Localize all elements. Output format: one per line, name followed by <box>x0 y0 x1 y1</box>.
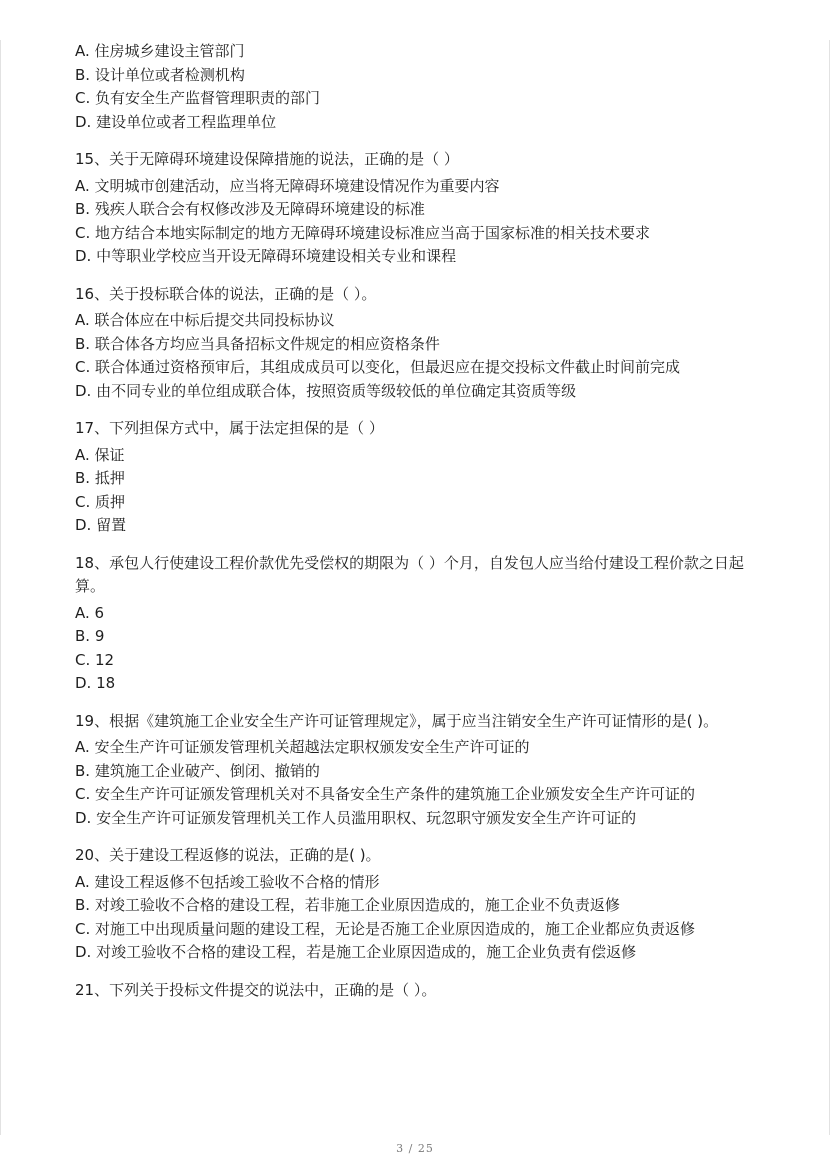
question-16 <box>75 283 765 404</box>
option-b: B. 9 <box>75 627 105 645</box>
question-text: 17、下列担保方式中，属于法定担保的是（ ） <box>75 419 384 437</box>
option-a: A. 安全生产许可证颁发管理机关超越法定职权颁发安全生产许可证的 <box>75 738 530 756</box>
option-d: D. 由不同专业的单位组成联合体，按照资质等级较低的单位确定其资质等级 <box>75 381 577 400</box>
question-text: 21、下列关于投标文件提交的说法中，正确的是（ ）。 <box>75 980 437 999</box>
question-text: 19、根据《建筑施工企业安全生产许可证管理规定》，属于应当注销安全生产许可证情形的是( )。 <box>75 711 719 730</box>
option-a: A. 建设工程返修不包括竣工验收不合格的情形 <box>75 872 380 891</box>
option-c: C. 地方结合本地实际制定的地方无障碍环境建设标准应当高于国家标准的相关技术要求 <box>75 223 651 242</box>
option-c: C. 安全生产许可证颁发管理机关对不具备安全生产条件的建筑施工企业颁发安全生产许可证的 <box>75 785 696 803</box>
question-19 <box>75 710 765 831</box>
page-number: 3 / 25 <box>396 1142 434 1155</box>
option-b: B. 联合体各方均应当具备招标文件规定的相应资格条件 <box>75 334 440 353</box>
option-c: C. 负有安全生产监督管理职责的部门 <box>75 89 321 107</box>
option-c: C. 12 <box>75 650 115 669</box>
option-b: B. 建筑施工企业破产、倒闭、撤销的 <box>75 761 320 780</box>
question-text: 18、承包人行使建设工程价款优先受偿权的期限为（ ）个月，自发包人应当给付建设工程价款之日起算。 <box>75 553 744 595</box>
question-20 <box>75 844 765 965</box>
option-b: B. 设计单位或者检测机构 <box>75 65 245 84</box>
document-content <box>75 40 765 1005</box>
option-b: B. 对竣工验收不合格的建设工程，若非施工企业原因造成的，施工企业不负责返修 <box>75 896 620 914</box>
option-a: A. 6 <box>75 603 105 622</box>
option-c: C. 联合体通过资格预审后，其组成成员可以变化，但最迟应在提交投标文件截止时间前完成 <box>75 358 681 376</box>
option-d: D. 中等职业学校应当开设无障碍环境建设相关专业和课程 <box>75 247 457 265</box>
question-text: 16、关于投标联合体的说法，正确的是（ ）。 <box>75 284 377 303</box>
option-c: C. 质押 <box>75 492 126 511</box>
question-21 <box>75 979 765 1003</box>
option-d: D. 安全生产许可证颁发管理机关工作人员滥用职权、玩忽职守颁发安全生产许可证的 <box>75 808 637 827</box>
option-a: A. 文明城市创建活动，应当将无障碍环境建设情况作为重要内容 <box>75 176 500 195</box>
option-b: B. 抵押 <box>75 469 125 487</box>
option-b: B. 残疾人联合会有权修改涉及无障碍环境建设的标准 <box>75 200 425 218</box>
option-d: D. 建设单位或者工程监理单位 <box>75 112 277 131</box>
question-text: 20、关于建设工程返修的说法，正确的是( )。 <box>75 846 381 864</box>
question-15 <box>75 148 765 269</box>
option-d: D. 留置 <box>75 516 127 534</box>
fragment-option-list <box>75 40 765 134</box>
question-18 <box>75 552 765 696</box>
option-c: C. 对施工中出现质量问题的建设工程，无论是否施工企业原因造成的，施工企业都应负责返修 <box>75 919 696 938</box>
option-a: A. 住房城乡建设主管部门 <box>75 42 245 60</box>
page-left-border <box>0 40 1 1135</box>
option-d: D. 18 <box>75 674 116 692</box>
question-17 <box>75 417 765 538</box>
question-text: 15、关于无障碍环境建设保障措施的说法，正确的是（ ） <box>75 150 459 168</box>
option-a: A. 保证 <box>75 445 125 464</box>
option-d: D. 对竣工验收不合格的建设工程，若是施工企业原因造成的，施工企业负责有偿返修 <box>75 943 637 961</box>
option-a: A. 联合体应在中标后提交共同投标协议 <box>75 311 335 329</box>
